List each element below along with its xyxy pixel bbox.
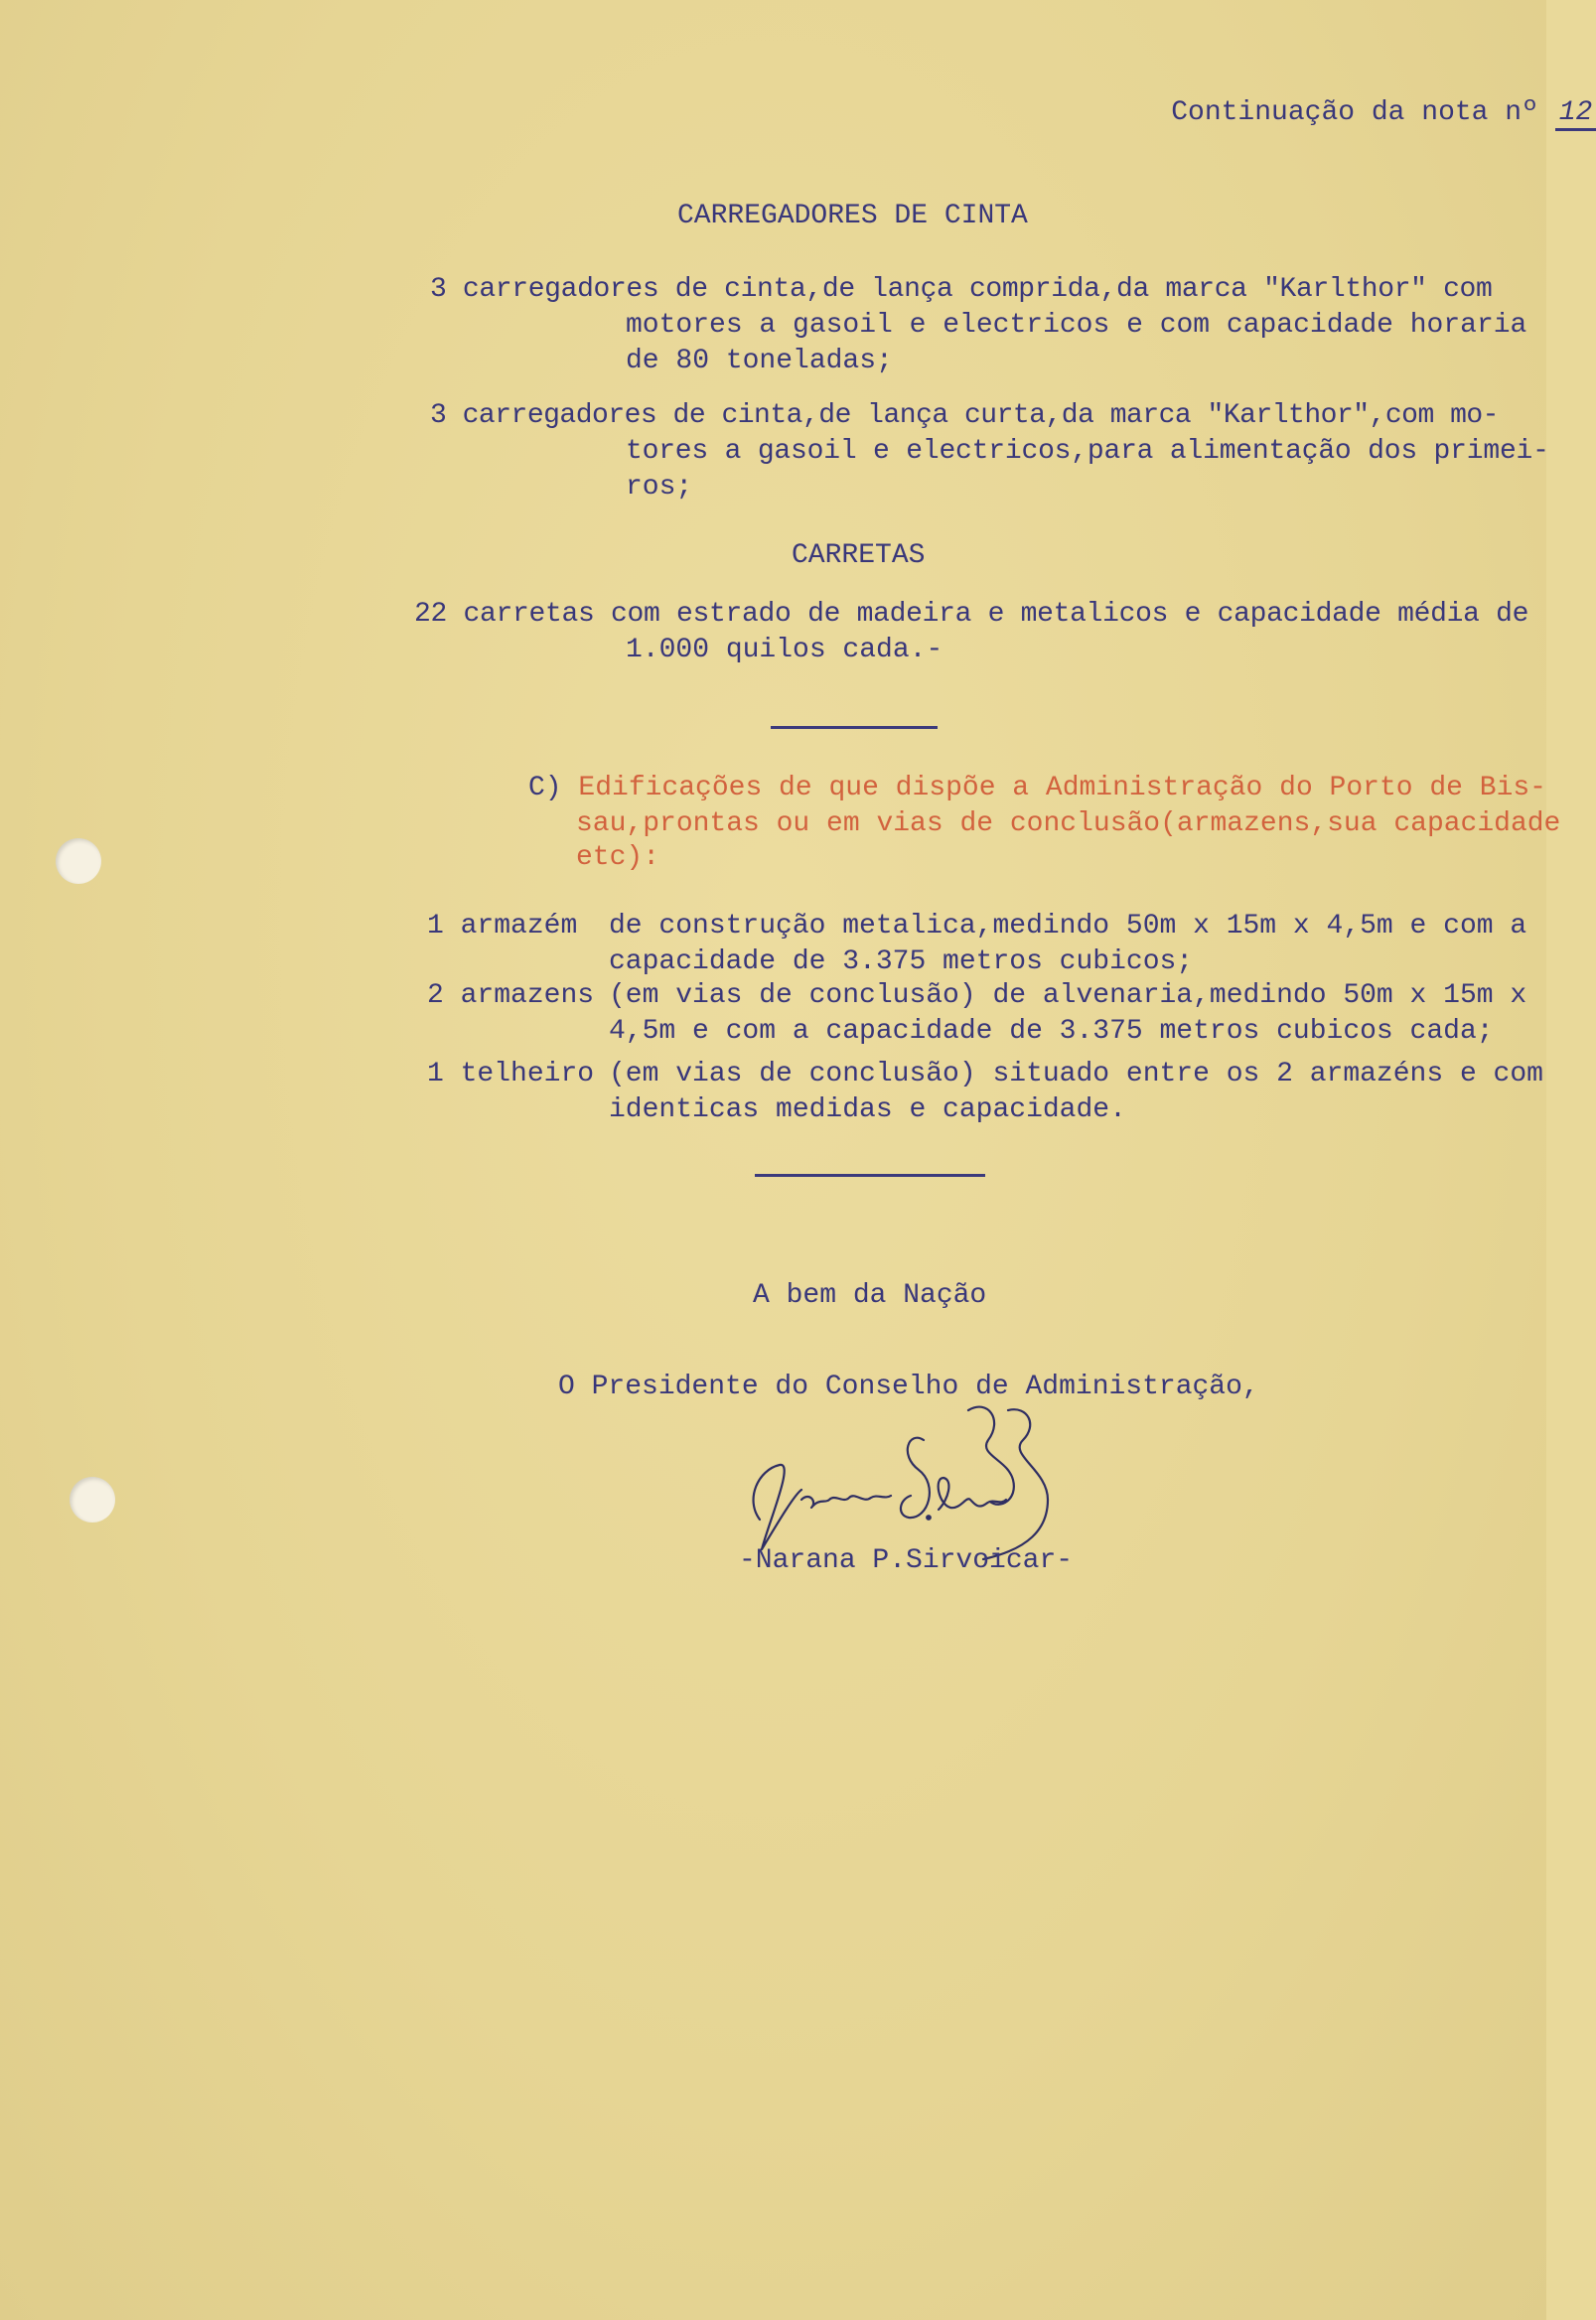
- signatory-name: -Narana P.Sirvoicar-: [739, 1545, 1074, 1576]
- continuation-header: [1104, 58, 1596, 168]
- building-item2-line2: 4,5m e com a capacidade de 3.375 metros cubicos cada;: [609, 1016, 1494, 1047]
- closing-role: O Presidente do Conselho de Administração,: [558, 1372, 1259, 1402]
- belt-item2-line3: ros;: [626, 472, 693, 503]
- belt-item2-line2: tores a gasoil e electricos,para alimentação dos primei-: [626, 436, 1549, 467]
- section-c-letter: C): [528, 773, 562, 803]
- building-item3-line2: identicas medidas e capacidade.: [609, 1094, 1126, 1125]
- section-c-text-line1: Edificações de que dispõe a Administração do Porto de Bis-: [578, 773, 1546, 803]
- carts-item1-line2: 1.000 quilos cada.-: [626, 635, 943, 665]
- section-c-line3: etc):: [576, 842, 660, 873]
- building-item2-qty: 2 armazens: [427, 980, 595, 1011]
- divider-rule-2: [755, 1174, 985, 1177]
- divider-rule-1: [771, 726, 938, 729]
- section-title-belt-loaders: CARREGADORES DE CINTA: [677, 201, 1028, 231]
- section-c-line2: sau,prontas ou em vias de conclusão(armazens,sua capacidade: [576, 808, 1561, 839]
- belt-item2-line1: 3 carregadores de cinta,de lança curta,da marca "Karlthor",com mo-: [430, 400, 1499, 431]
- section-title-carts: CARRETAS: [792, 540, 926, 571]
- building-item1-line2: capacidade de 3.375 metros cubicos;: [609, 946, 1194, 977]
- punch-hole-bottom: [70, 1477, 115, 1522]
- carts-item1-line1: 22 carretas com estrado de madeira e metalicos e capacidade média de: [414, 599, 1529, 630]
- belt-item1-line1: 3 carregadores de cinta,de lança comprida,da marca "Karlthor" com: [430, 274, 1493, 305]
- building-item1-line1: de construção metalica,medindo 50m x 15m x 4,5m e com a: [609, 911, 1527, 942]
- belt-item1-line3: de 80 toneladas;: [626, 346, 893, 376]
- building-item1-kind: armazém: [460, 911, 578, 942]
- section-c-line1: [528, 770, 1546, 806]
- belt-item1-line2: motores a gasoil e electricos e com capacidade horaria: [626, 310, 1527, 341]
- building-item1-qty: 1 armazém: [427, 911, 578, 942]
- building-item3-qty: 1 telheiro: [427, 1059, 595, 1089]
- continuation-label: Continuação da nota nº: [1171, 97, 1538, 128]
- note-number: 12: [1555, 97, 1596, 131]
- punch-hole-top: [56, 838, 101, 884]
- building-item2-line1: (em vias de conclusão) de alvenaria,medindo 50m x 15m x: [609, 980, 1527, 1011]
- building-item2-kind: armazens: [460, 980, 595, 1011]
- building-item3-kind: telheiro: [460, 1059, 595, 1089]
- closing-salutation: A bem da Nação: [753, 1280, 987, 1311]
- building-item3-line1: (em vias de conclusão) situado entre os 2 armazéns e com: [609, 1059, 1543, 1089]
